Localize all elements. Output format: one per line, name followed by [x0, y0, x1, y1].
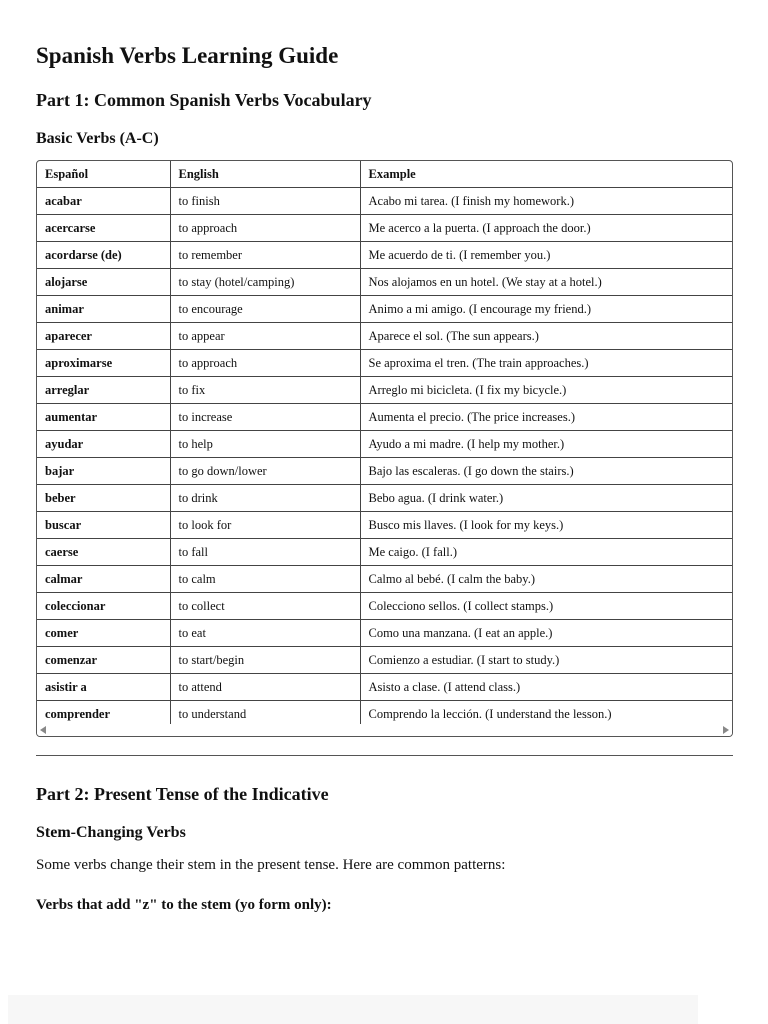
- part1-heading: Part 1: Common Spanish Verbs Vocabulary: [36, 90, 372, 110]
- cell-espanol: acabar: [37, 188, 170, 215]
- cell-english: to finish: [170, 188, 360, 215]
- cell-english: to calm: [170, 566, 360, 593]
- cell-english: to understand: [170, 701, 360, 728]
- cell-example: Como una manzana. (I eat an apple.): [360, 620, 732, 647]
- cell-example: Colecciono sellos. (I collect stamps.): [360, 593, 732, 620]
- table-row: [37, 404, 732, 431]
- cell-espanol: comer: [37, 620, 170, 647]
- cell-espanol: acordarse (de): [37, 242, 170, 269]
- horizontal-scrollbar[interactable]: [37, 724, 732, 736]
- table-row: [37, 593, 732, 620]
- cell-english: to fix: [170, 377, 360, 404]
- cell-espanol: alojarse: [37, 269, 170, 296]
- cell-english: to drink: [170, 485, 360, 512]
- cell-example: Animo a mi amigo. (I encourage my friend.): [360, 296, 732, 323]
- next-table-preview: [8, 995, 698, 1024]
- cell-english: to appear: [170, 323, 360, 350]
- part2-paragraph: Some verbs change their stem in the present tense. Here are common patterns:: [36, 857, 506, 873]
- part2-bold-line: Verbs that add "z" to the stem (yo form only):: [36, 897, 332, 913]
- header-espanol: Español: [37, 161, 170, 188]
- table-row: [37, 269, 732, 296]
- part2-heading: Part 2: Present Tense of the Indicative: [36, 784, 329, 804]
- cell-english: to fall: [170, 539, 360, 566]
- cell-example: Comprendo la lección. (I understand the lesson.): [360, 701, 732, 728]
- cell-english: to help: [170, 431, 360, 458]
- table-row: [37, 512, 732, 539]
- header-example: Example: [360, 161, 732, 188]
- cell-espanol: beber: [37, 485, 170, 512]
- cell-espanol: comprender: [37, 701, 170, 728]
- cell-espanol: aparecer: [37, 323, 170, 350]
- cell-example: Comienzo a estudiar. (I start to study.): [360, 647, 732, 674]
- table-row: [37, 620, 732, 647]
- part2-subheading: Stem-Changing Verbs: [36, 824, 186, 841]
- table-row: [37, 647, 732, 674]
- cell-english: to look for: [170, 512, 360, 539]
- cell-english: to encourage: [170, 296, 360, 323]
- cell-example: Me acerco a la puerta. (I approach the door.): [360, 215, 732, 242]
- cell-espanol: acercarse: [37, 215, 170, 242]
- cell-espanol: aumentar: [37, 404, 170, 431]
- table-row: [37, 674, 732, 701]
- table-row: [37, 242, 732, 269]
- cell-espanol: buscar: [37, 512, 170, 539]
- cell-espanol: aproximarse: [37, 350, 170, 377]
- table-row: [37, 566, 732, 593]
- cell-espanol: caerse: [37, 539, 170, 566]
- verbs-table-container[interactable]: [36, 160, 733, 737]
- cell-example: Me acuerdo de ti. (I remember you.): [360, 242, 732, 269]
- cell-example: Busco mis llaves. (I look for my keys.): [360, 512, 732, 539]
- cell-example: Arreglo mi bicicleta. (I fix my bicycle.): [360, 377, 732, 404]
- cell-example: Acabo mi tarea. (I finish my homework.): [360, 188, 732, 215]
- cell-espanol: ayudar: [37, 431, 170, 458]
- table-row: [37, 539, 732, 566]
- cell-example: Aparece el sol. (The sun appears.): [360, 323, 732, 350]
- table-row: [37, 458, 732, 485]
- cell-example: Bebo agua. (I drink water.): [360, 485, 732, 512]
- cell-espanol: coleccionar: [37, 593, 170, 620]
- scroll-right-arrow-icon[interactable]: [723, 726, 729, 734]
- cell-english: to approach: [170, 350, 360, 377]
- cell-example: Nos alojamos en un hotel. (We stay at a hotel.): [360, 269, 732, 296]
- cell-english: to increase: [170, 404, 360, 431]
- scroll-left-arrow-icon[interactable]: [40, 726, 46, 734]
- cell-espanol: arreglar: [37, 377, 170, 404]
- cell-espanol: calmar: [37, 566, 170, 593]
- cell-espanol: animar: [37, 296, 170, 323]
- cell-english: to remember: [170, 242, 360, 269]
- cell-espanol: asistir a: [37, 674, 170, 701]
- cell-espanol: bajar: [37, 458, 170, 485]
- cell-english: to collect: [170, 593, 360, 620]
- cell-example: Se aproxima el tren. (The train approaches.): [360, 350, 732, 377]
- cell-example: Aumenta el precio. (The price increases.): [360, 404, 732, 431]
- table-row: [37, 377, 732, 404]
- cell-english: to start/begin: [170, 647, 360, 674]
- header-english: English: [170, 161, 360, 188]
- cell-example: Asisto a clase. (I attend class.): [360, 674, 732, 701]
- cell-example: Me caigo. (I fall.): [360, 539, 732, 566]
- cell-english: to go down/lower: [170, 458, 360, 485]
- table-row: [37, 485, 732, 512]
- table-header-row: [37, 161, 732, 188]
- cell-english: to stay (hotel/camping): [170, 269, 360, 296]
- table-row: [37, 215, 732, 242]
- table-row: [37, 296, 732, 323]
- table-row: [37, 350, 732, 377]
- cell-example: Bajo las escaleras. (I go down the stairs.): [360, 458, 732, 485]
- verbs-table: [37, 161, 732, 728]
- cell-english: to attend: [170, 674, 360, 701]
- cell-example: Calmo al bebé. (I calm the baby.): [360, 566, 732, 593]
- cell-english: to eat: [170, 620, 360, 647]
- section-divider: [36, 755, 733, 756]
- table-row: [37, 188, 732, 215]
- part1-subheading: Basic Verbs (A-C): [36, 130, 159, 147]
- cell-example: Ayudo a mi madre. (I help my mother.): [360, 431, 732, 458]
- page-title: Spanish Verbs Learning Guide: [36, 43, 339, 68]
- cell-english: to approach: [170, 215, 360, 242]
- table-row: [37, 431, 732, 458]
- cell-espanol: comenzar: [37, 647, 170, 674]
- table-row: [37, 323, 732, 350]
